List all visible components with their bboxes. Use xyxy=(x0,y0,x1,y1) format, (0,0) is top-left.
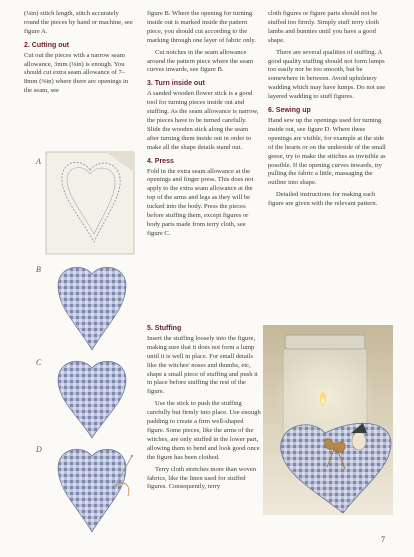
column-3 xyxy=(268,10,388,212)
photo-jar-candle-heart xyxy=(263,325,393,515)
sewing-up-text: Hand sew up the openings used for turning inside out, see figure D. Where these openings are visible, for example at the side of the hearts or on the underside of the small geese, try to make the stitches as invisible as possible. If the opening curves inwards, try pulling the fabric a little, massaging the outline into shape. xyxy=(268,116,386,187)
col2-p1: figure B. Where the opening for turning inside out is marked inside the pattern piece, you should cut according to the marking through one layer of fabric only. xyxy=(147,10,256,44)
column-1 xyxy=(24,10,134,99)
heading-sewing-up: 6. Sewing up xyxy=(268,107,311,115)
col3-p1: cloth figures or figure parts should not be stuffed too firmly. Simply stuff terry cloth lambs and bunnies until you have a good shape. xyxy=(268,10,379,44)
stuffing-p2: Use the stick to push the stuffing carefully but firmly into place. Use enough padding to create a firm well-shaped figure. Some pieces, like the arms of the witches, are only stuffed in the lower part, allowing them to bend and look good once the figure has been clothed. xyxy=(147,400,261,461)
page-number: 7 xyxy=(381,535,385,544)
column-2 xyxy=(147,10,261,242)
heading-press: 4. Press xyxy=(147,157,174,165)
figure-label-c: C xyxy=(36,358,42,367)
figure-b-cut-heart xyxy=(52,262,132,354)
col1-intro: (¼in) stitch length, stitch accurately round the pieces by hand or machine, see figure A. xyxy=(24,10,133,35)
stuffing-text: Insert the stuffing loosely into the figure, making sure that it does not form a lump until it is well in place. For small details like the witches' noses and thumbs, etc, shape a small piece of stuffing and push it in place before stuffing the rest of the figure. xyxy=(147,334,258,396)
cutting-out-text: Cut out the pieces with a narrow seam allowance, 3mm (⅛in) is enough. You should cut extra seam allowance of 7–8mm (⅜in) where there are openings in the seam, see xyxy=(24,51,129,95)
heading-stuffing: 5. Stuffing xyxy=(147,325,182,332)
sewing-up-p2: Detailed instructions for making each figure are given with the relevant pattern. xyxy=(268,191,378,208)
figure-d-sewn-heart xyxy=(52,444,142,536)
column-2-lower xyxy=(147,325,261,492)
figure-c-pressed-heart xyxy=(52,356,132,442)
turn-inside-out-text: A sanded wooden flower stick is a good tool for turning pieces inside out and stuffing. As the seam allowance is narrow, the pieces have to be turned carefully. Slide the wooden stick along the seam after turning them inside out in order to make all the shape details stand out. xyxy=(147,90,259,151)
col2-p2: Cut notches in the seam allowance around the pattern piece where the seam curves inwards, see figure B. xyxy=(147,48,254,74)
col3-p2: There are several qualities of stuffing. A good quality stuffing should not form lumps too easily nor be too smooth, but be somewhere in between. Avoid upholstery wadding which may have lumps. Do not use layered wadding to stuff figures. xyxy=(268,48,386,101)
photo-illustration xyxy=(263,325,393,515)
figure-a-pattern-paper xyxy=(44,150,139,258)
press-text: Fold in the extra seam allowance at the openings and finger press. This does not apply to the extra seam allowance at the top of the arms and legs as they will be tucked into the body. Press the pieces before stuffing them, except figures or body parts made from terry cloth, see figure C. xyxy=(147,167,254,237)
heading-turn-inside-out: 3. Turn inside out xyxy=(147,80,205,88)
stuffing-p3: Terry cloth stretches more than woven fabrics, like the linen used for stuffed figures. Consequently, terry xyxy=(147,465,257,491)
figure-label-d: D xyxy=(36,445,42,454)
heading-cutting-out: 2. Cutting out xyxy=(24,41,70,49)
figure-label-a: A xyxy=(36,157,41,166)
figure-label-b: B xyxy=(36,265,41,274)
